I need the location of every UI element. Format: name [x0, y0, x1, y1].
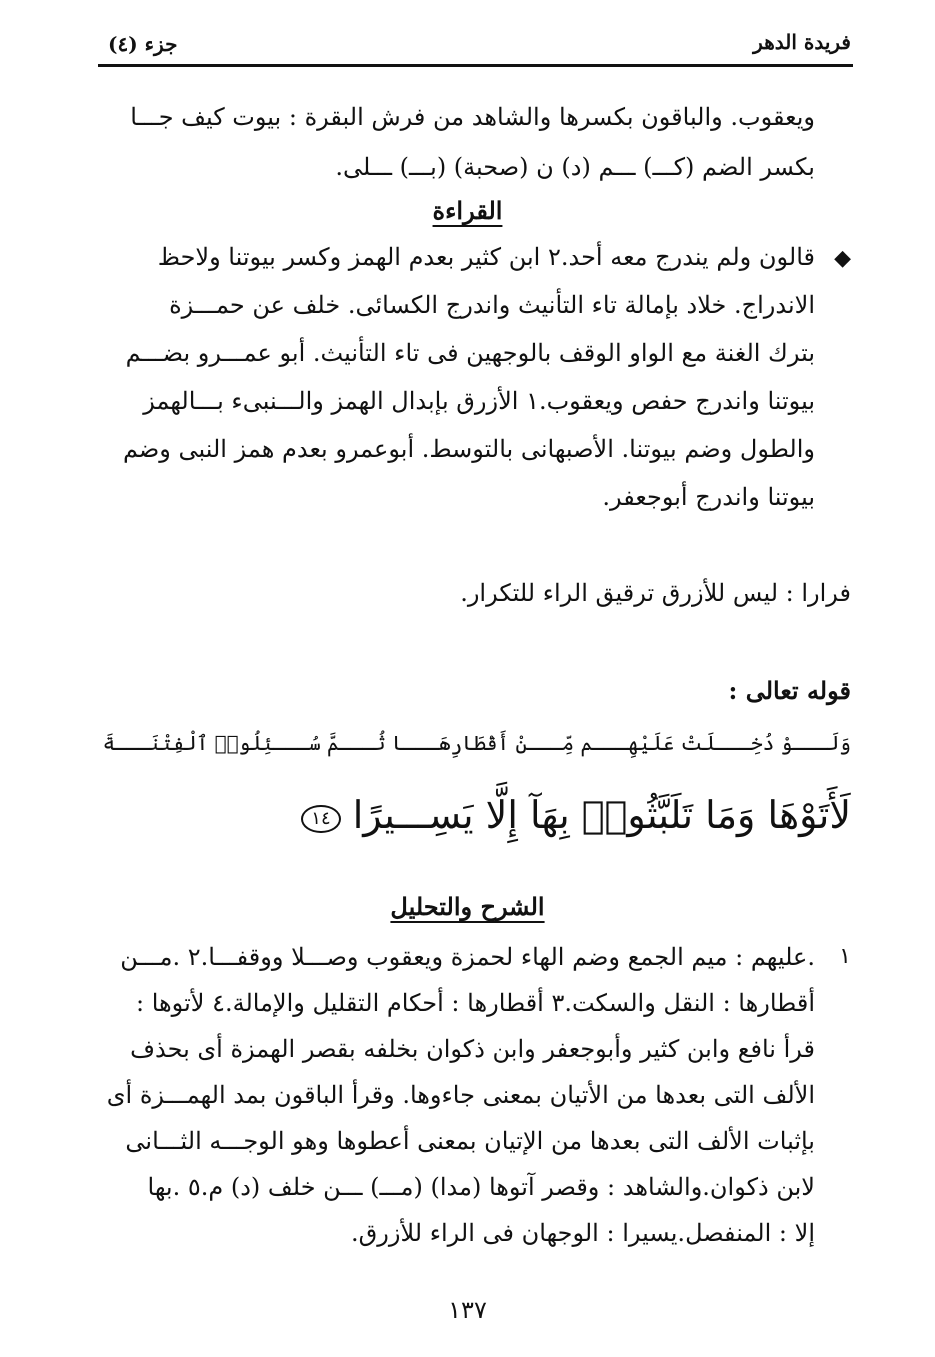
ayah-number-icon: ١٤	[301, 805, 340, 833]
list-number: ١	[839, 944, 851, 969]
text-line: الألف التى بعدها من الأتيان بمعنى جاءوها. وقرأ الباقون بمد الهمـــزة أى	[106, 1081, 815, 1109]
diamond-bullet-icon: ◆	[834, 246, 851, 271]
text-line: بيوتنا واندرج أبوجعفر.	[602, 483, 815, 511]
text-line: .عليهم : ميم الجمع وضم الهاء لحمزة ويعقوب وصـــلا ووقفـــا.٢ .مـــن	[120, 943, 815, 971]
text-line: بإثبات الألف التى بعدها من الإتيان بمعنى أعطوها وهو الوجـــه الثـــانى	[125, 1127, 815, 1155]
page-number: ١٣٧	[448, 1296, 487, 1324]
text-line: لابن ذكوان.والشاهد : وقصر آتوها (مدا) (مـــ) ـــن خلف (د) م.٥ .بها	[147, 1173, 815, 1201]
sharh-heading	[0, 892, 935, 921]
verse-line-2	[100, 790, 851, 840]
book-title: فريدة الدهر	[753, 30, 851, 54]
text-line: قرأ نافع وابن كثير وأبوجعفر وابن ذكوان بخلفه بقصر الهمزة أى بحذف	[130, 1035, 815, 1063]
qiraah-heading	[0, 196, 935, 225]
header-rule	[98, 64, 853, 67]
text-line: ويعقوب. والباقون بكسرها والشاهد من فرش البقرة : بيوت كيف جـــا	[130, 103, 815, 131]
text-line: إلا : المنفصل.يسيرا : الوجهان فى الراء للأزرق.	[351, 1219, 815, 1247]
part-label: جزء (٤)	[108, 32, 178, 56]
text-line: بيوتنا واندرج حفص ويعقوب.١ الأزرق بإبدال الهمز والـــنبىء بـــالهمز	[143, 387, 815, 415]
qiraah-heading-text: القراءة	[432, 196, 503, 225]
text-line: بكسر الضم (كـــ) ـــم (د) ن (صحبة) (بـــ) ـــلى.	[335, 153, 815, 181]
text-line: أقطارها : النقل والسكت.٣ أقطارها : أحكام التقليل والإمالة.٤ لأتوها :	[135, 989, 815, 1017]
text-line: والطول وضم بيوتنا. الأصبهانى بالتوسط. أبوعمرو بعدم همز النبى وضم	[122, 435, 815, 463]
text-line: الاندراج. خلاد بإمالة تاء التأنيث واندرج الكسائى. خلف عن حمـــزة	[169, 291, 815, 319]
verse-line-1: وَلَـــوْ دُخِـــلَتْ عَلَيْهِـــم مِّـــنْ أَقْطَارِهَـــا ثُـــمَّ سُـــئِلُوا۟ ٱلْفِتْنَـــةَ	[102, 731, 851, 755]
text-line: فرارا : ليس للأزرق ترقيق الراء للتكرار.	[460, 579, 851, 607]
verse-line-2-text: لَأَتَوْهَا وَمَا تَلَبَّثُوا۟ بِهَآ إِلَّا يَسِـــيرًا	[352, 793, 851, 837]
sharh-heading-text: الشرح والتحليل	[390, 892, 545, 921]
text-line: قالون ولم يندرج معه أحد.٢ ابن كثير بعدم الهمز وكسر بيوتنا ولاحظ	[157, 243, 815, 271]
verse-intro: قوله تعالى :	[728, 676, 851, 705]
text-line: بترك الغنة مع الواو الوقف بالوجهين فى تاء التأنيث. أبو عمـــرو بضـــم	[125, 339, 815, 367]
